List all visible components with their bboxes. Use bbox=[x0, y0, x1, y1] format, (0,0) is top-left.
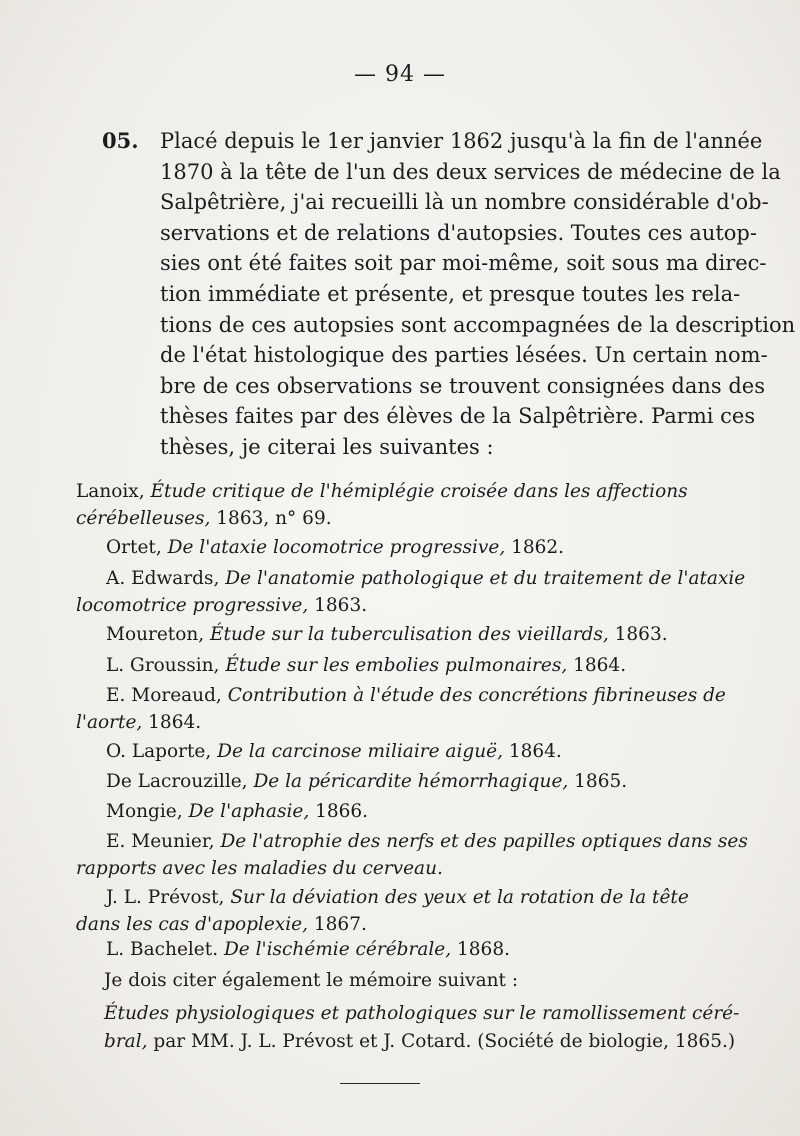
paragraph-line: servations et de relations d'autopsies. Toutes ces autop- bbox=[160, 220, 757, 245]
memoire-authors: par MM. J. L. Prévost et J. Cotard. (Société de biologie, 1865.) bbox=[147, 1031, 736, 1052]
paragraph-line: Salpêtrière, j'ai recueilli là un nombre considérable d'ob- bbox=[160, 190, 769, 215]
thesis-title-cont: locomotrice progressive, bbox=[76, 595, 309, 616]
thesis-title: De l'anatomie pathologique et du traitement de l'ataxie bbox=[225, 568, 746, 589]
thesis-title: Étude critique de l'hémiplégie croisée dans les affections bbox=[150, 481, 688, 502]
paragraph-line: thèses, je citerai les suivantes : bbox=[160, 434, 494, 459]
thesis-date: 1867. bbox=[308, 914, 367, 935]
thesis-title-cont: rapports avec les maladies du cerveau. bbox=[76, 858, 443, 879]
memoire-citation bbox=[104, 1000, 740, 1056]
closing-rule bbox=[340, 1083, 420, 1084]
thesis-entry bbox=[76, 798, 712, 825]
thesis-entry bbox=[76, 738, 712, 765]
thesis-date: 1866. bbox=[309, 801, 369, 822]
thesis-entry bbox=[76, 884, 712, 938]
thesis-title: Sur la déviation des yeux et la rotation de la tête bbox=[230, 887, 689, 908]
memoire-intro: Je dois citer également le mémoire suivant : bbox=[104, 970, 519, 991]
thesis-title: Contribution à l'étude des concrétions fibrineuses de bbox=[227, 685, 726, 706]
thesis-entry bbox=[76, 936, 712, 963]
paragraph-line: tion immédiate et présente, et presque toutes les rela- bbox=[160, 281, 741, 306]
thesis-author: Moureton, bbox=[106, 624, 205, 645]
page-number: — 94 — bbox=[354, 62, 446, 87]
thesis-author: E. Moreaud, bbox=[106, 685, 222, 706]
thesis-author: E. Meunier, bbox=[106, 831, 215, 852]
paragraph-line: 1870 à la tête de l'un des deux services de médecine de la bbox=[160, 159, 781, 184]
thesis-title: De la péricardite hémorrhagique, bbox=[253, 771, 569, 792]
thesis-title: Étude sur les embolies pulmonaires, bbox=[225, 655, 568, 676]
memoire-title: Études physiologiques et pathologiques sur le ramollissement céré- bbox=[104, 1003, 740, 1024]
thesis-title: Étude sur la tuberculisation des vieillards, bbox=[210, 624, 609, 645]
thesis-date: 1864. bbox=[567, 655, 627, 676]
thesis-author: L. Groussin, bbox=[106, 655, 220, 676]
thesis-entry bbox=[76, 478, 712, 532]
thesis-title-cont: l'aorte, bbox=[76, 712, 143, 733]
paragraph-line: thèses faites par des élèves de la Salpêtrière. Parmi ces bbox=[160, 404, 756, 429]
thesis-author: Mongie, bbox=[106, 801, 183, 822]
thesis-date: 1864. bbox=[142, 712, 202, 733]
thesis-date: 1865. bbox=[568, 771, 628, 792]
thesis-date: 1864. bbox=[502, 741, 562, 762]
thesis-author: Lanoix, bbox=[76, 481, 145, 502]
thesis-entry bbox=[76, 828, 748, 882]
thesis-title: De l'aphasie, bbox=[188, 801, 310, 822]
thesis-date: 1863, n° 69. bbox=[210, 508, 332, 529]
main-paragraph bbox=[102, 126, 796, 463]
memoire-title-cont: bral, bbox=[104, 1031, 148, 1052]
thesis-title-cont: cérébelleuses, bbox=[76, 508, 211, 529]
paragraph-line: de l'état histologique des parties lésées. Un certain nom- bbox=[160, 343, 768, 368]
paragraph-line: bre de ces observations se trouvent consignées dans des bbox=[160, 373, 766, 398]
thesis-entry bbox=[76, 682, 726, 736]
paragraph-line: sies ont été faites soit par moi-même, soit sous ma direc- bbox=[160, 251, 767, 276]
thesis-title: De l'ataxie locomotrice progressive, bbox=[167, 537, 506, 558]
thesis-date: 1863. bbox=[608, 624, 668, 645]
paragraph-number: 05. bbox=[102, 128, 139, 153]
thesis-entry bbox=[76, 768, 712, 795]
thesis-title-cont: dans les cas d'apoplexie, bbox=[76, 914, 308, 935]
thesis-author: L. Bachelet. bbox=[106, 939, 219, 960]
thesis-entry bbox=[76, 621, 712, 648]
thesis-date: 1862. bbox=[505, 537, 565, 558]
thesis-author: De Lacrouzille, bbox=[106, 771, 248, 792]
thesis-title: De l'atrophie des nerfs et des papilles optiques dans ses bbox=[220, 831, 748, 852]
thesis-date: 1863. bbox=[308, 595, 368, 616]
thesis-author: A. Edwards, bbox=[106, 568, 220, 589]
thesis-date: 1868. bbox=[451, 939, 510, 960]
thesis-entry bbox=[76, 652, 712, 679]
thesis-entry bbox=[76, 565, 746, 619]
thesis-title: De la carcinose miliaire aiguë, bbox=[217, 741, 503, 762]
thesis-author: O. Laporte, bbox=[106, 741, 212, 762]
thesis-entry bbox=[76, 534, 712, 561]
thesis-title: De l'ischémie cérébrale, bbox=[223, 939, 452, 960]
thesis-author: Ortet, bbox=[106, 537, 162, 558]
paragraph-line: 05. Placé depuis le 1er janvier 1862 jusqu'à la fin de l'année bbox=[102, 126, 712, 157]
paragraph-line: tions de ces autopsies sont accompagnées de la description bbox=[160, 312, 796, 337]
thesis-author: J. L. Prévost, bbox=[106, 887, 225, 908]
